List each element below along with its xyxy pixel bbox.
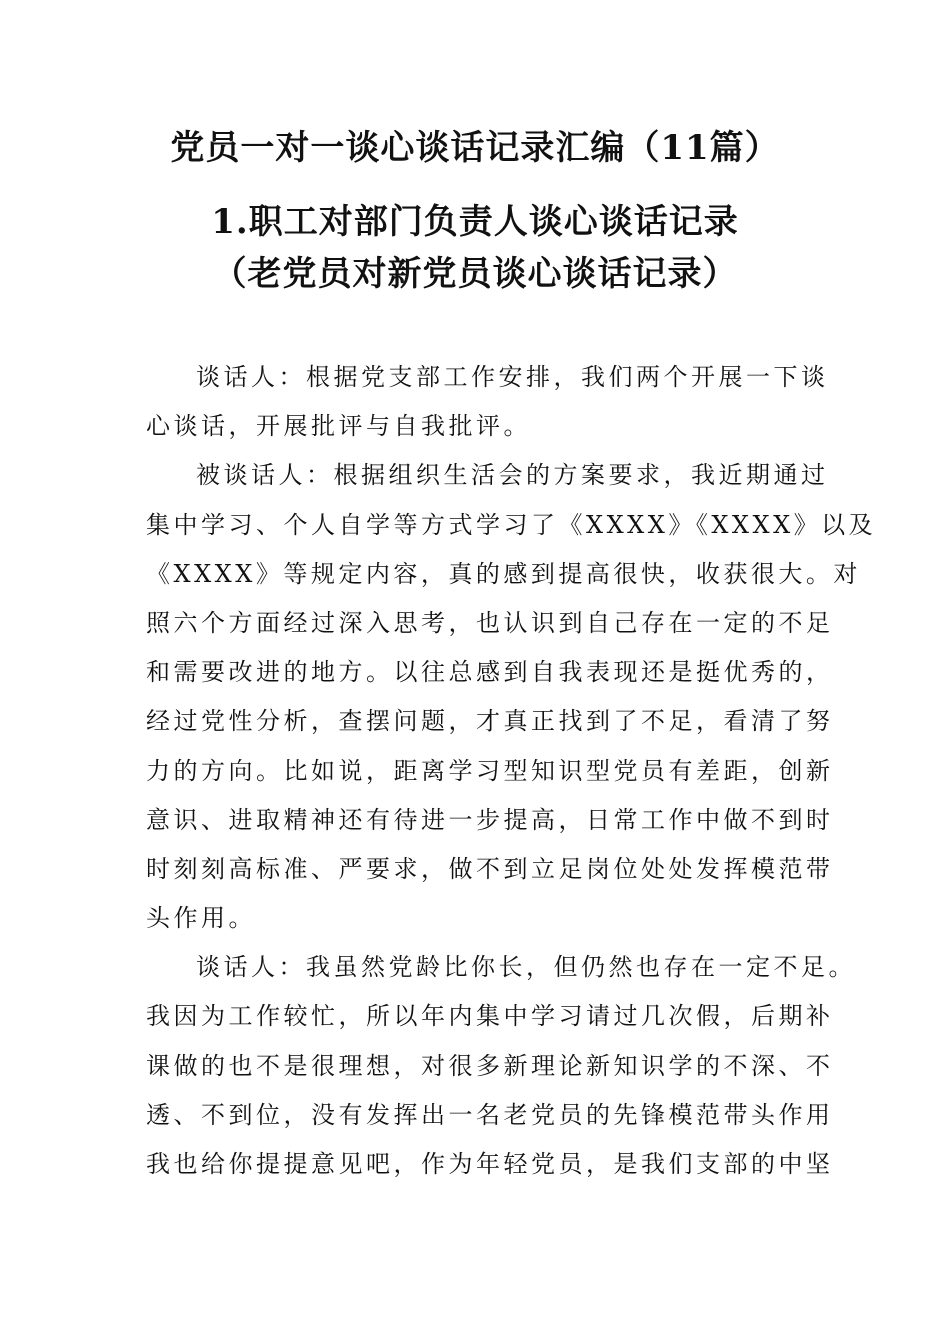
paragraph-line: 谈话人：我虽然党龄比你长，但仍然也存在一定不足。 bbox=[196, 953, 856, 982]
paragraph-line: 经过党性分析，查摆问题，才真正找到了不足，看清了努 bbox=[146, 707, 834, 736]
paragraph-line: 力的方向。比如说，距离学习型知识型党员有差距，创新 bbox=[146, 756, 834, 785]
paragraph-line: 课做的也不是很理想，对很多新理论新知识学的不深、不 bbox=[146, 1051, 834, 1080]
paragraph-line: 谈话人：根据党支部工作安排，我们两个开展一下谈 bbox=[196, 363, 829, 391]
paragraph-line: 照六个方面经过深入思考，也认识到自己存在一定的不足 bbox=[146, 608, 834, 637]
paragraph-line: 透、不到位，没有发挥出一名老党员的先锋模范带头作用 bbox=[146, 1100, 834, 1129]
document-title: 党员一对一谈心谈话记录汇编（11篇） bbox=[170, 128, 780, 168]
section-heading bbox=[0, 196, 950, 300]
paragraph-line: 被谈话人：根据组织生活会的方案要求，我近期通过 bbox=[196, 461, 829, 490]
paragraph-line: 心谈话，开展批评与自我批评。 bbox=[146, 412, 531, 441]
paragraph-line: 和需要改进的地方。以往总感到自我表现还是挺优秀的， bbox=[146, 658, 834, 687]
section-heading-line-2: （老党员对新党员谈心谈话记录） bbox=[212, 254, 738, 294]
paragraph-line: 《XXXX》等规定内容，真的感到提高很快，收获很大。对 bbox=[146, 559, 861, 588]
paragraph-line: 集中学习、个人自学等方式学习了《XXXX》《XXXX》以及 bbox=[146, 510, 877, 539]
section-heading-line-1: 1.职工对部门负责人谈心谈话记录 bbox=[211, 202, 739, 242]
paragraph-line: 头作用。 bbox=[146, 904, 256, 933]
paragraph-line: 我因为工作较忙，所以年内集中学习请过几次假，后期补 bbox=[146, 1002, 834, 1031]
paragraph-line: 意识、进取精神还有待进一步提高，日常工作中做不到时 bbox=[146, 805, 834, 834]
paragraph-line: 我也给你提提意见吧，作为年轻党员，是我们支部的中坚 bbox=[146, 1150, 834, 1178]
body-text bbox=[146, 353, 877, 1189]
paragraph-line: 时刻刻高标准、严要求，做不到立足岗位处处发挥模范带 bbox=[146, 854, 834, 883]
